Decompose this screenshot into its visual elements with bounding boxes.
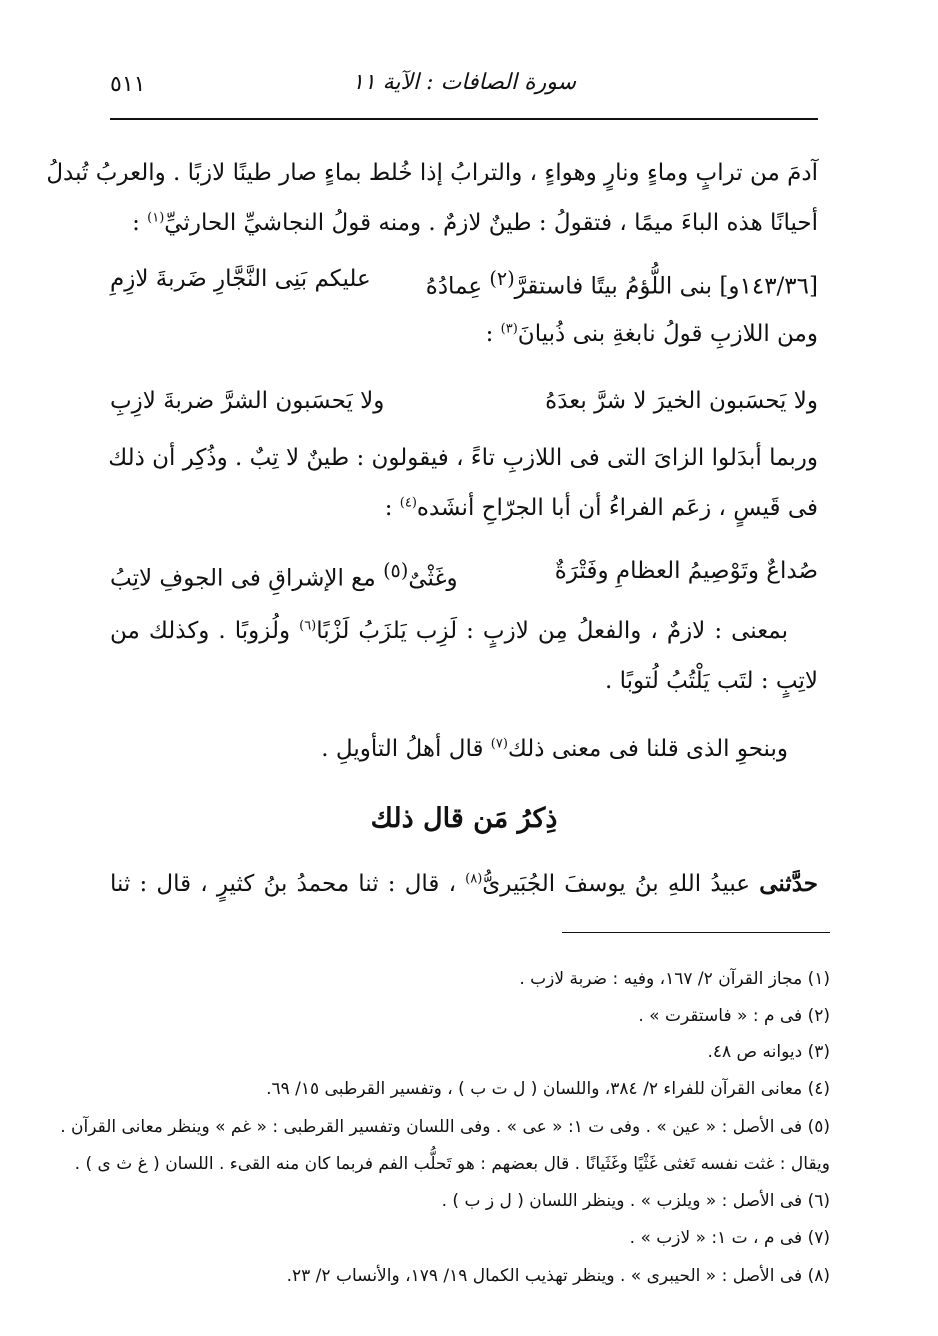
footnote-ref: (٢): [489, 267, 515, 290]
verse-hemistich-second: عليكم بَنِى النَّجَّارِ ضَربةَ لازِمِ: [110, 266, 371, 292]
footnote-ref: (٨): [465, 871, 483, 887]
footnote-7: (٧) فى م ، ت ١: « لازب » .: [629, 1228, 830, 1248]
footnote-1: (١) مجاز القرآن ٢/ ١٦٧، وفيه : ضربة لازب .: [519, 969, 830, 989]
footnote-ref: (١): [147, 210, 165, 226]
body-line-1: آدمَ من ترابٍ وماءٍ ونارٍ وهواءٍ ، والترابُ إذا خُلط بماءٍ صار طينًا لازبًا . والعربُ تُبدلُ: [46, 160, 818, 186]
body-line-3: ومن اللازبِ قولُ نابغةِ بنى ذُبيانَ$^{(٣)}$ :: [485, 321, 818, 347]
footnote-ref: (٤): [399, 495, 417, 511]
header-title: سورة الصافات : الآية ١١: [351, 70, 577, 95]
body-line-6: بمعنى : لازمٌ ، والفعلُ مِن لازبٍ : لَزِب يَلزَبُ لَزْبًا$^{(٦)}$ ولُزوبًا . وكذلك من: [110, 618, 789, 644]
footnote-ref: (٣): [500, 321, 518, 337]
narration-keyword: حدَّثنى: [759, 870, 818, 897]
verse-hemistich-second: وغَثْىٌ$^{(٥)}$ مع الإشراقِ فى الجوفِ لاتِبُ: [110, 559, 458, 592]
footnote-3: (٣) ديوانه ص ٤٨.: [707, 1042, 830, 1062]
body-line-5: فى قَيسٍ ، زعَم الفراءُ أن أبا الجرّاحِ أنشَده$^{(٤)}$ :: [384, 495, 818, 521]
page-number: ٥١١: [110, 72, 146, 97]
footnote-8: (٨) فى الأصل : « الحيبرى » . وينظر تهذيب الكمال ١٩/ ١٧٩، والأنساب ٢/ ٢٣.: [286, 1266, 830, 1286]
body-line-8: وبنحوِ الذى قلنا فى معنى ذلك$^{(٧)}$ قال أهلُ التأويلِ .: [321, 736, 788, 762]
verse-hemistich-first: [١٤٣/٣٦و] بنى اللُّؤمُ بيتًا فاستقرَّ$^{(٢)}$ عِمادُهُ: [425, 267, 818, 300]
footnote-5-continued: ويقال : غثت نفسه تَغثى غَثْيًا وغَثَيانًا . قال بعضهم : هو تَحلُّب الفم فربما كان منه القىء . اللسان ( غ ث ى ) .: [74, 1154, 830, 1174]
verse-hemistich-second: ولا يَحسَبون الشرَّ ضربةَ لازِبِ: [110, 388, 385, 414]
verse-hemistich-first: صُداعٌ وتَوْصِيمُ العظامِ وفَتْرَةٌ: [554, 558, 818, 584]
footnote-ref: (٧): [490, 736, 508, 752]
body-line-2: أحيانًا هذه الباءَ ميمًا ، فتقولُ : طينٌ لازمٌ . ومنه قولُ النجاشيِّ الحارثيِّ$^{(١)}$ :: [132, 210, 818, 236]
footnote-6: (٦) فى الأصل : « ويلزب » . وينظر اللسان ( ل ز ب ) .: [441, 1191, 830, 1211]
footnote-5: (٥) فى الأصل : « عين » . وفى ت ١: « عى » . وفى اللسان وتفسير القرطبى : « غم » وينظر معانى القرآن .: [60, 1117, 830, 1137]
body-line-9: حدَّثنى عبيدُ اللهِ بنُ يوسفَ الجُبَيرىُّ$^{(٨)}$ ، قال : ثنا محمدُ بنُ كثيرٍ ، قال : ثنا: [110, 870, 818, 897]
body-line-4: وربما أبدَلوا الزاىَ التى فى اللازبِ تاءً ، فيقولون : طينٌ لا تِبٌ . وذُكِر أن ذلك: [108, 445, 818, 471]
verse-hemistich-first: ولا يَحسَبون الخيرَ لا شرَّ بعدَهُ: [545, 388, 818, 414]
running-header: [110, 70, 818, 110]
section-heading: ذِكرُ مَن قال ذلك: [370, 803, 558, 834]
body-line-7: لاتِبٍ : لتَب يَلْتُبُ لُتوبًا .: [604, 668, 818, 694]
header-rule: [110, 118, 818, 120]
footnote-2: (٢) فى م : « فاستقرت » .: [638, 1006, 830, 1026]
footnote-ref: (٦): [299, 618, 317, 634]
footnote-rule: [562, 932, 830, 933]
footnote-4: (٤) معانى القرآن للفراء ٢/ ٣٨٤، واللسان ( ل ت ب ) ، وتفسير القرطبى ١٥/ ٦٩.: [266, 1079, 830, 1099]
footnote-ref: (٥): [383, 559, 409, 582]
